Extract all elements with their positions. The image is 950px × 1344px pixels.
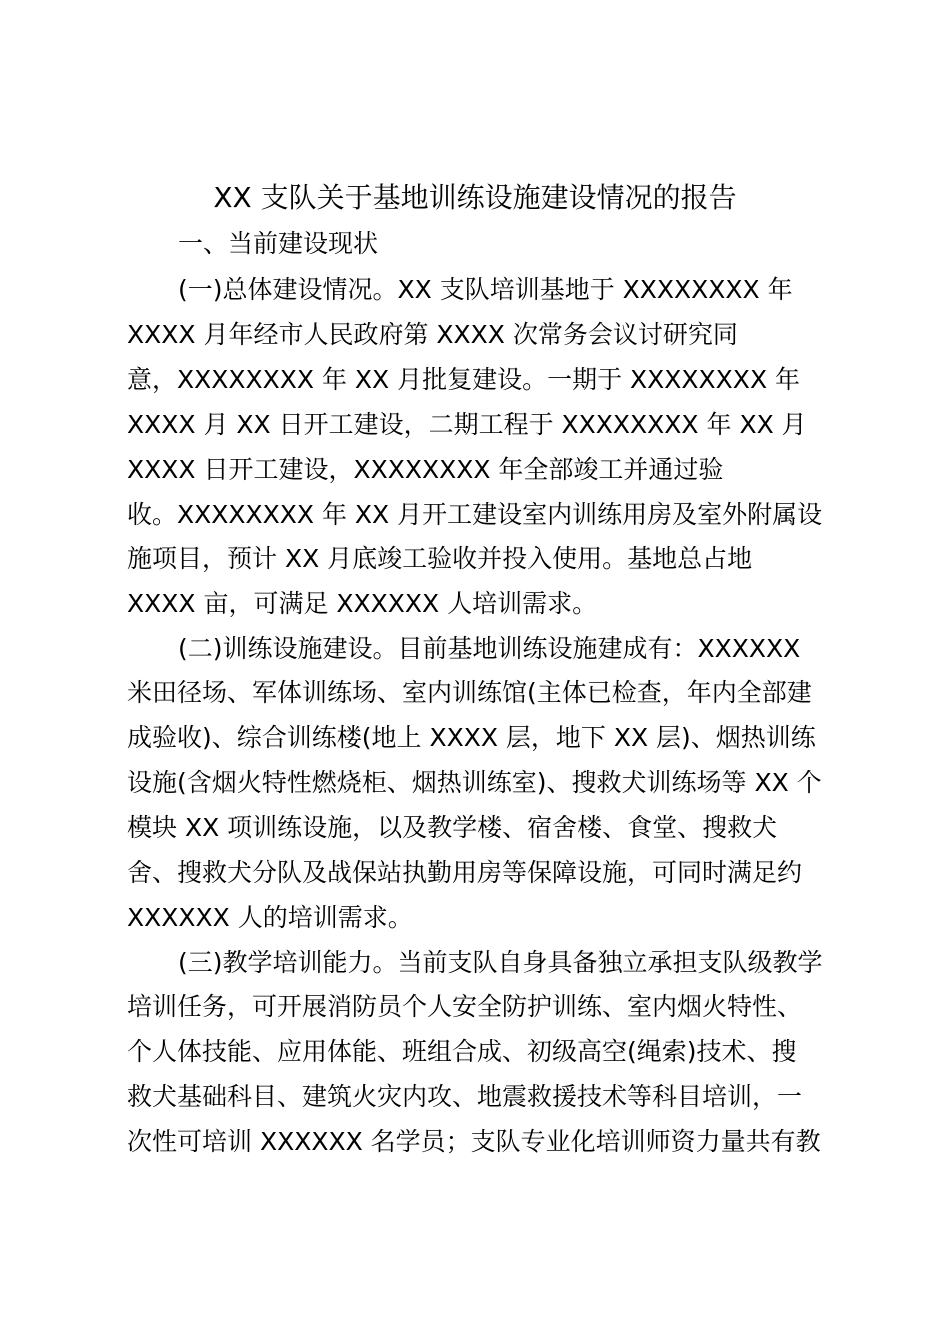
body-line: (二)训练设施建设。目前基地训练设施建成有：XXXXXX: [178, 634, 801, 663]
body-line: 成验收)、综合训练楼(地上 XXXX 层，地下 XX 层)、烟热训练: [127, 723, 816, 752]
body-line: 个人体技能、应用体能、班组合成、初级高空(绳索)技术、搜: [127, 1037, 797, 1066]
body-line: 救犬基础科目、建筑火灾内攻、地震救援技术等科目培训，一: [127, 1082, 803, 1111]
section-heading: 一、当前建设现状: [178, 229, 379, 258]
body-line: XXXX 日开工建设，XXXXXXXX 年全部竣工并通过验: [127, 455, 724, 484]
body-line: XXXX 月年经市人民政府第 XXXX 次常务会议讨研究同: [127, 320, 738, 349]
body-line: (三)教学培训能力。当前支队自身具备独立承担支队级教学: [178, 948, 823, 977]
body-line: 米田径场、军体训练场、室内训练馆(主体已检查，年内全部建: [127, 678, 812, 707]
body-line: 设施(含烟火特性燃烧柜、烟热训练室)、搜救犬训练场等 XX 个: [127, 768, 822, 797]
body-line: (一)总体建设情况。XX 支队培训基地于 XXXXXXXX 年: [178, 275, 793, 304]
body-line: XXXXXX 人的培训需求。: [127, 903, 413, 932]
body-line: 模块 XX 项训练设施，以及教学楼、宿舍楼、食堂、搜救犬: [127, 813, 778, 842]
document-title: XX 支队关于基地训练设施建设情况的报告: [213, 181, 737, 214]
body-line: 收。XXXXXXXX 年 XX 月开工建设室内训练用房及室外附属设: [127, 500, 823, 529]
body-line: 舍、搜救犬分队及战保站执勤用房等保障设施，可同时满足约: [127, 858, 803, 887]
body-line: XXXX 亩，可满足 XXXXXX 人培训需求。: [127, 589, 598, 618]
body-line: 培训任务，可开展消防员个人安全防护训练、室内烟火特性、: [127, 992, 803, 1021]
body-line: 次性可培训 XXXXXX 名学员；支队专业化培训师资力量共有教: [127, 1127, 821, 1156]
body-line: 意，XXXXXXXX 年 XX 月批复建设。一期于 XXXXXXXX 年: [127, 365, 801, 394]
body-line: 施项目，预计 XX 月底竣工验收并投入使用。基地总占地: [127, 544, 753, 573]
body-line: XXXX 月 XX 日开工建设，二期工程于 XXXXXXXX 年 XX 月: [127, 410, 807, 439]
